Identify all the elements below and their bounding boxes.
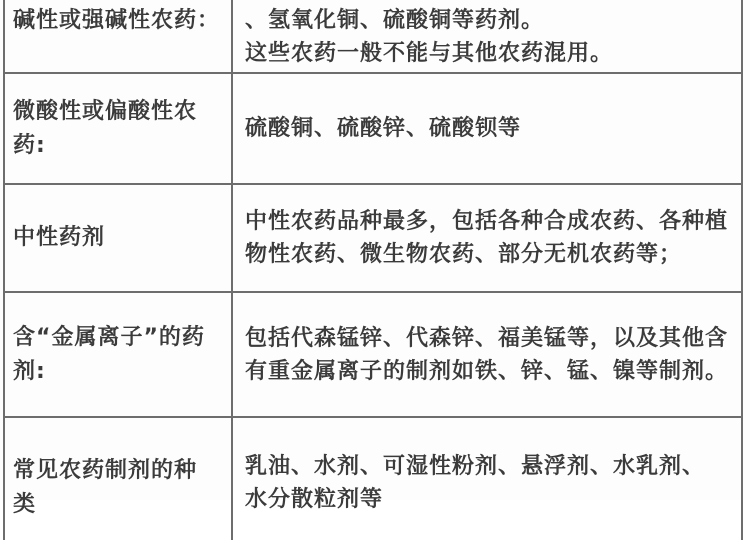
description-text: 硫酸铜、硫酸锌、硫酸钡等 bbox=[245, 116, 522, 141]
category-cell bbox=[5, 418, 233, 540]
category-cell bbox=[5, 74, 233, 185]
category-text: 微酸性或偏酸性农 bbox=[13, 98, 198, 124]
description-text: 有重金属离子的制剂如铁、锌、锰、镍等制剂。 bbox=[245, 358, 729, 384]
description-text: 物性农药、微生物农药、部分无机农药等； bbox=[245, 242, 683, 267]
description-text: 水分散粒剂等 bbox=[245, 487, 384, 512]
category-text: 类 bbox=[13, 492, 37, 517]
description-cell bbox=[233, 74, 741, 185]
category-cell bbox=[5, 0, 233, 74]
description-text: 中性农药品种最多，包括各种合成农药、各种植 bbox=[245, 209, 729, 234]
category-text: 常见农药制剂的种 bbox=[13, 458, 198, 483]
category-text: 中性药剂 bbox=[13, 225, 106, 250]
category-text: 碱性或强碱性农药： bbox=[13, 8, 221, 33]
description-text: 、氢氧化铜、硫酸铜等药剂。 bbox=[245, 8, 545, 33]
category-text: 药: bbox=[13, 132, 46, 158]
pesticide-category-table bbox=[3, 0, 743, 540]
category-text: 剂: bbox=[13, 358, 46, 384]
category-text: 含“金属离子”的药 bbox=[13, 324, 205, 350]
category-cell bbox=[5, 185, 233, 293]
description-text: 乳油、水剂、可湿性粉剂、悬浮剂、水乳剂、 bbox=[245, 454, 706, 479]
description-text: 包括代森锰锌、代森锌、福美锰等，以及其他含 bbox=[245, 325, 729, 351]
description-cell bbox=[233, 418, 741, 540]
description-cell bbox=[233, 185, 741, 293]
description-text: 这些农药一般不能与其他农药混用。 bbox=[245, 41, 614, 66]
description-cell bbox=[233, 0, 741, 74]
category-cell bbox=[5, 293, 233, 418]
description-cell bbox=[233, 293, 741, 418]
